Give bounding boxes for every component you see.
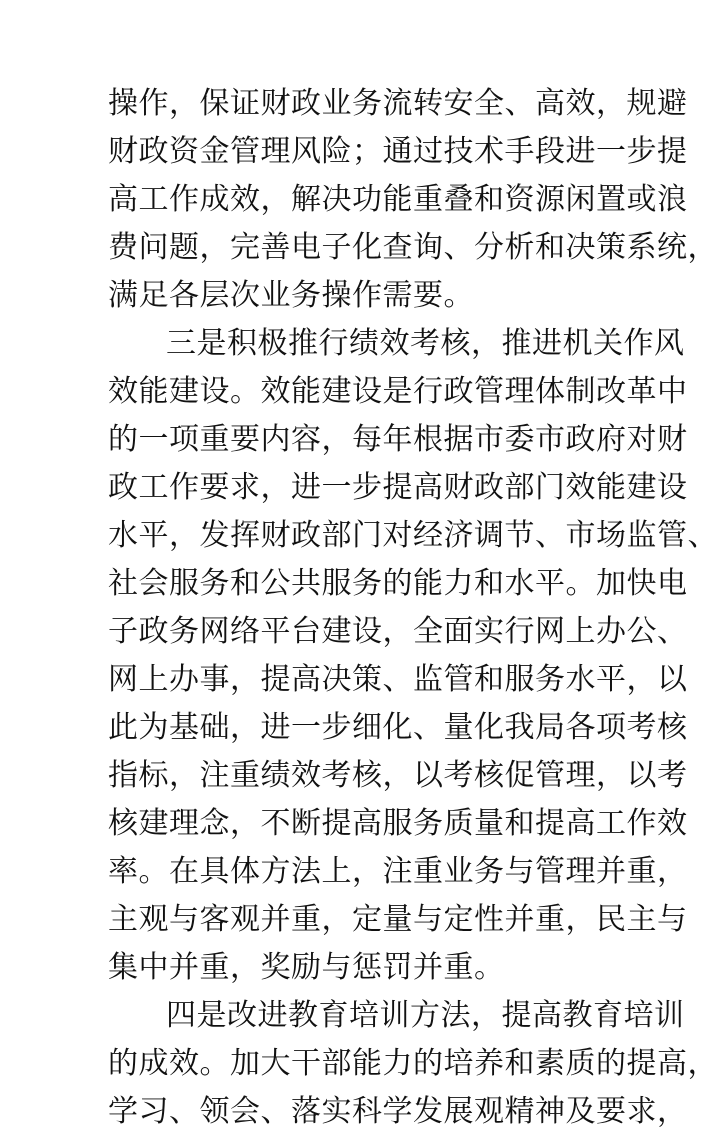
text-line: 水平，发挥财政部门对经济调节、市场监管、 — [108, 518, 718, 553]
text-line: 费问题，完善电子化查询、分析和决策系统， — [108, 230, 718, 265]
text-line: 主观与客观并重，定量与定性并重，民主与 — [108, 902, 688, 937]
text-line: 高工作成效，解决功能重叠和资源闲置或浪 — [108, 182, 688, 217]
text-line: 社会服务和公共服务的能力和水平。加快电 — [108, 566, 688, 601]
text-line: 子政务网络平台建设，全面实行网上办公、 — [108, 614, 688, 649]
paragraph-start-line: 四是改进教育培训方法，提高教育培训 — [166, 998, 685, 1033]
text-line: 财政资金管理风险；通过技术手段进一步提 — [108, 134, 688, 169]
text-line: 学习、领会、落实科学发展观精神及要求， — [108, 1094, 688, 1129]
text-line: 效能建设。效能建设是行政管理体制改革中 — [108, 374, 688, 409]
text-line: 核建理念，不断提高服务质量和提高工作效 — [108, 806, 688, 841]
text-line: 率。在具体方法上，注重业务与管理并重， — [108, 854, 688, 889]
text-line: 集中并重，奖励与惩罚并重。 — [108, 950, 505, 985]
text-line: 满足各层次业务操作需要。 — [108, 278, 474, 313]
text-line: 指标，注重绩效考核，以考核促管理，以考 — [108, 758, 688, 793]
paragraph-start-line: 三是积极推行绩效考核，推进机关作风 — [166, 326, 685, 361]
text-line: 政工作要求，进一步提高财政部门效能建设 — [108, 470, 688, 505]
text-line: 的成效。加大干部能力的培养和素质的提高， — [108, 1046, 718, 1081]
text-line: 网上办事，提高决策、监管和服务水平，以 — [108, 662, 688, 697]
text-line: 的一项重要内容，每年根据市委市政府对财 — [108, 422, 688, 457]
text-line: 操作，保证财政业务流转安全、高效，规避 — [108, 86, 688, 121]
text-line: 此为基础，进一步细化、量化我局各项考核 — [108, 710, 688, 745]
body-text — [108, 80, 718, 1136]
